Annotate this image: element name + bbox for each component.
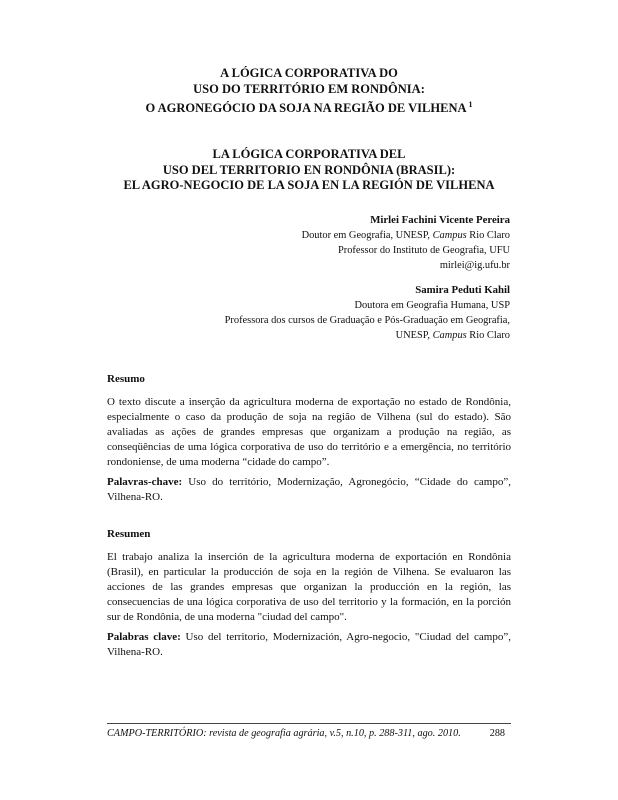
author-block-2: [225, 283, 510, 343]
author-2-line-2: Professora dos cursos de Graduação e Pós-Graduação em Geografia,: [224, 315, 510, 326]
author-2-line-3-italic: Campus: [432, 330, 467, 341]
title-pt-line-3-text: O AGRONEGÓCIO DA SOJA NA REGIÃO DE VILHENA: [145, 101, 467, 115]
journal-citation: CAMPO-TERRITÓRIO: revista de geografia agrária, v.5, n.10, p. 288-311, ago. 2010.: [107, 728, 461, 739]
page-footer: [107, 727, 511, 740]
resumo-heading: Resumo: [107, 373, 145, 385]
resumen-paragraph: El trabajo analiza la inserción de la agricultura moderna de exportación en Rondônia (Brasil), en particular la producción de soja en la región de Vilhena. Se evaluaron las acciones de las grandes empresas que organizan la producción en la región, las consecuencias de una lógica corporativa de uso del territorio y la formación, en la porción sur de Rondônia, de una moderna "ciudad del campo".: [107, 551, 511, 623]
resumen-keywords-text: Uso del territorio, Modernización, Agro-negocio, "Ciudad del campo”, Vilhena-RO.: [107, 631, 511, 658]
author-1-line-1-pre: Doutor em Geografia, UNESP,: [301, 230, 433, 241]
author-2-name: Samira Peduti Kahil: [415, 284, 510, 296]
title-es-line-1: LA LÓGICA CORPORATIVA DEL: [212, 147, 406, 161]
author-2-line-1: Doutora em Geografia Humana, USP: [354, 300, 510, 311]
title-spanish: [60, 147, 558, 194]
resumen-keywords-label: Palabras clave:: [107, 631, 181, 643]
title-portuguese: [60, 66, 558, 117]
author-2-line-3-post: Rio Claro: [466, 330, 510, 341]
title-es-line-3: EL AGRO-NEGOCIO DE LA SOJA EN LA REGIÓN DE VILHENA: [123, 178, 495, 192]
page-number: 288: [489, 728, 505, 739]
author-1-name: Mirlei Fachini Vicente Pereira: [370, 214, 510, 226]
author-1-line-1-post: Rio Claro: [466, 230, 510, 241]
author-1-line-1: [302, 228, 510, 243]
resumen-heading: Resumen: [107, 528, 151, 540]
author-1-line-1-italic: Campus: [432, 230, 467, 241]
title-pt-line-2: USO DO TERRITÓRIO EM RONDÔNIA:: [193, 81, 425, 96]
resumen-keywords: [107, 630, 511, 660]
title-es-line-2: USO DEL TERRITORIO EN RONDÔNIA (BRASIL):: [162, 162, 456, 177]
title-pt-line-1: A LÓGICA CORPORATIVA DO: [220, 66, 398, 80]
resumo-keywords-label: Palavras-chave:: [107, 476, 183, 488]
author-2-line-3: [225, 328, 510, 343]
author-1-line-2: Professor do Instituto de Geografia, UFU: [338, 245, 510, 256]
resumo-keywords-text: Uso do território, Modernização, Agronegócio, “Cidade do campo”, Vilhena-RO.: [107, 476, 511, 503]
resumo-keywords: [107, 475, 511, 505]
resumo-paragraph: O texto discute a inserção da agricultura moderna de exportação no estado de Rondônia, especialmente o caso da produção de soja na região de Vilhena (sul do estado). São avaliadas as ações de grandes empresas que organizam a produção na região, as conseqüências de uma lógica corporativa de uso do território e a emergência, no território rondoniense, de uma moderna “cidade do campo”.: [107, 396, 511, 468]
footer-divider: [107, 723, 511, 724]
title-footnote-mark[interactable]: 1: [468, 100, 473, 109]
author-2-line-3-pre: UNESP,: [395, 330, 433, 341]
author-1-email[interactable]: mirlei@ig.ufu.br: [439, 260, 510, 271]
title-pt-line-3: [60, 97, 558, 117]
author-block-1: [302, 213, 510, 273]
